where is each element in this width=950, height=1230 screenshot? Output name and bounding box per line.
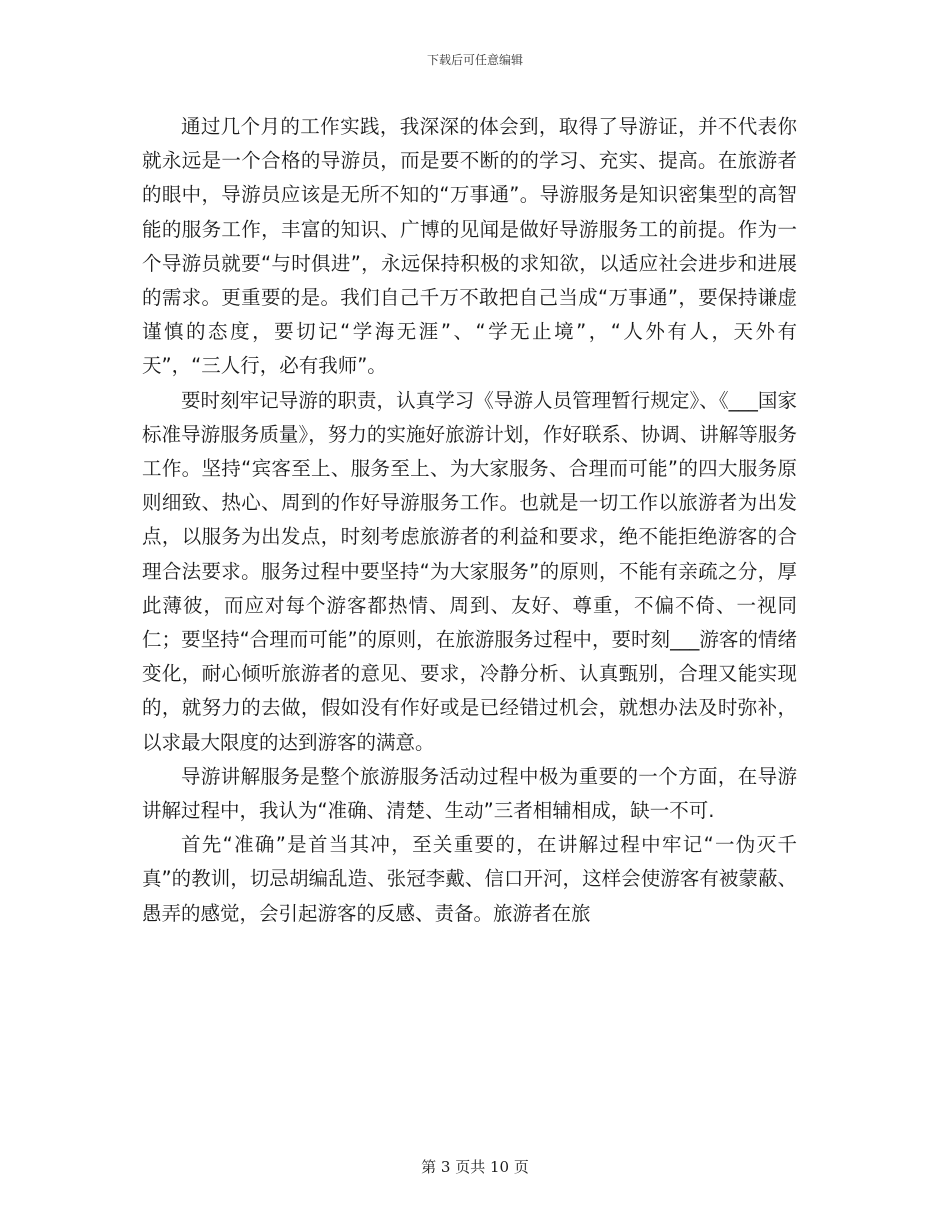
paragraph-4: 首先“准确”是首当其冲，至关重要的，在讲解过程中牢记“一伪灭千真”的教训，切忌胡编乱造、张冠李戴、信口开河，这样会使游客有被蒙蔽、愚弄的感觉，会引起游客的反感、责备。旅游者在旅 — [142, 833, 797, 925]
page-footer: 第 3 页共 10 页 — [421, 1158, 529, 1176]
paragraph-2: 要时刻牢记导游的职责，认真学习《导游人员管理暂行规定》、《___国家标准导游服务质量》，努力的实施好旅游计划，作好联系、协调、讲解等服务工作。坚持“宾客至上、服务至上、为大家服务、合理而可能”的四大服务原则细致、热心、周到的作好导游服务工作。也就是一切工作以旅游者为出发点，以服务为出发点，时刻考虑旅游者的利益和要求，绝不能拒绝游客的合理合法要求。服务过程中要坚持“为大家服务”的原则，不能有亲疏之分，厚此薄彼，而应对每个游客都热情、周到、友好、尊重，不偏不倚、一视同仁；要坚持“合理而可能”的原则，在旅游服务过程中，要时刻___游客的情绪变化，耐心倾听旅游者的意见、要求，冷静分析、认真甄别，合理又能实现的，就努力的去做，假如没有作好或是已经错过机会，就想办法及时弥补，以求最大限度的达到游客的满意。 — [142, 388, 797, 754]
document-body — [142, 110, 797, 931]
paragraph-3: 导游讲解服务是整个旅游服务活动过程中极为重要的一个方面，在导游讲解过程中，我认为“准确、清楚、生动”三者相辅相成，缺一不可. — [142, 764, 797, 823]
page-header: 下载后可任意编辑 — [426, 53, 523, 67]
paragraph-1: 通过几个月的工作实践，我深深的体会到，取得了导游证，并不代表你就永远是一个合格的导游员，而是要不断的的学习、充实、提高。在旅游者的眼中，导游员应该是无所不知的“万事通”。导游服务是知识密集型的高智能的服务工作，丰富的知识、广博的见闻是做好导游服务工的前提。作为一个导游员就要“与时俱进”，永远保持积极的求知欲，以适应社会进步和进展的需求。更重要的是。我们自己千万不敢把自己当成“万事通”，要保持谦虚谨慎的态度，要切记“学海无涯”、“学无止境”，“人外有人，天外有天”，“三人行，必有我师”。 — [142, 115, 797, 378]
